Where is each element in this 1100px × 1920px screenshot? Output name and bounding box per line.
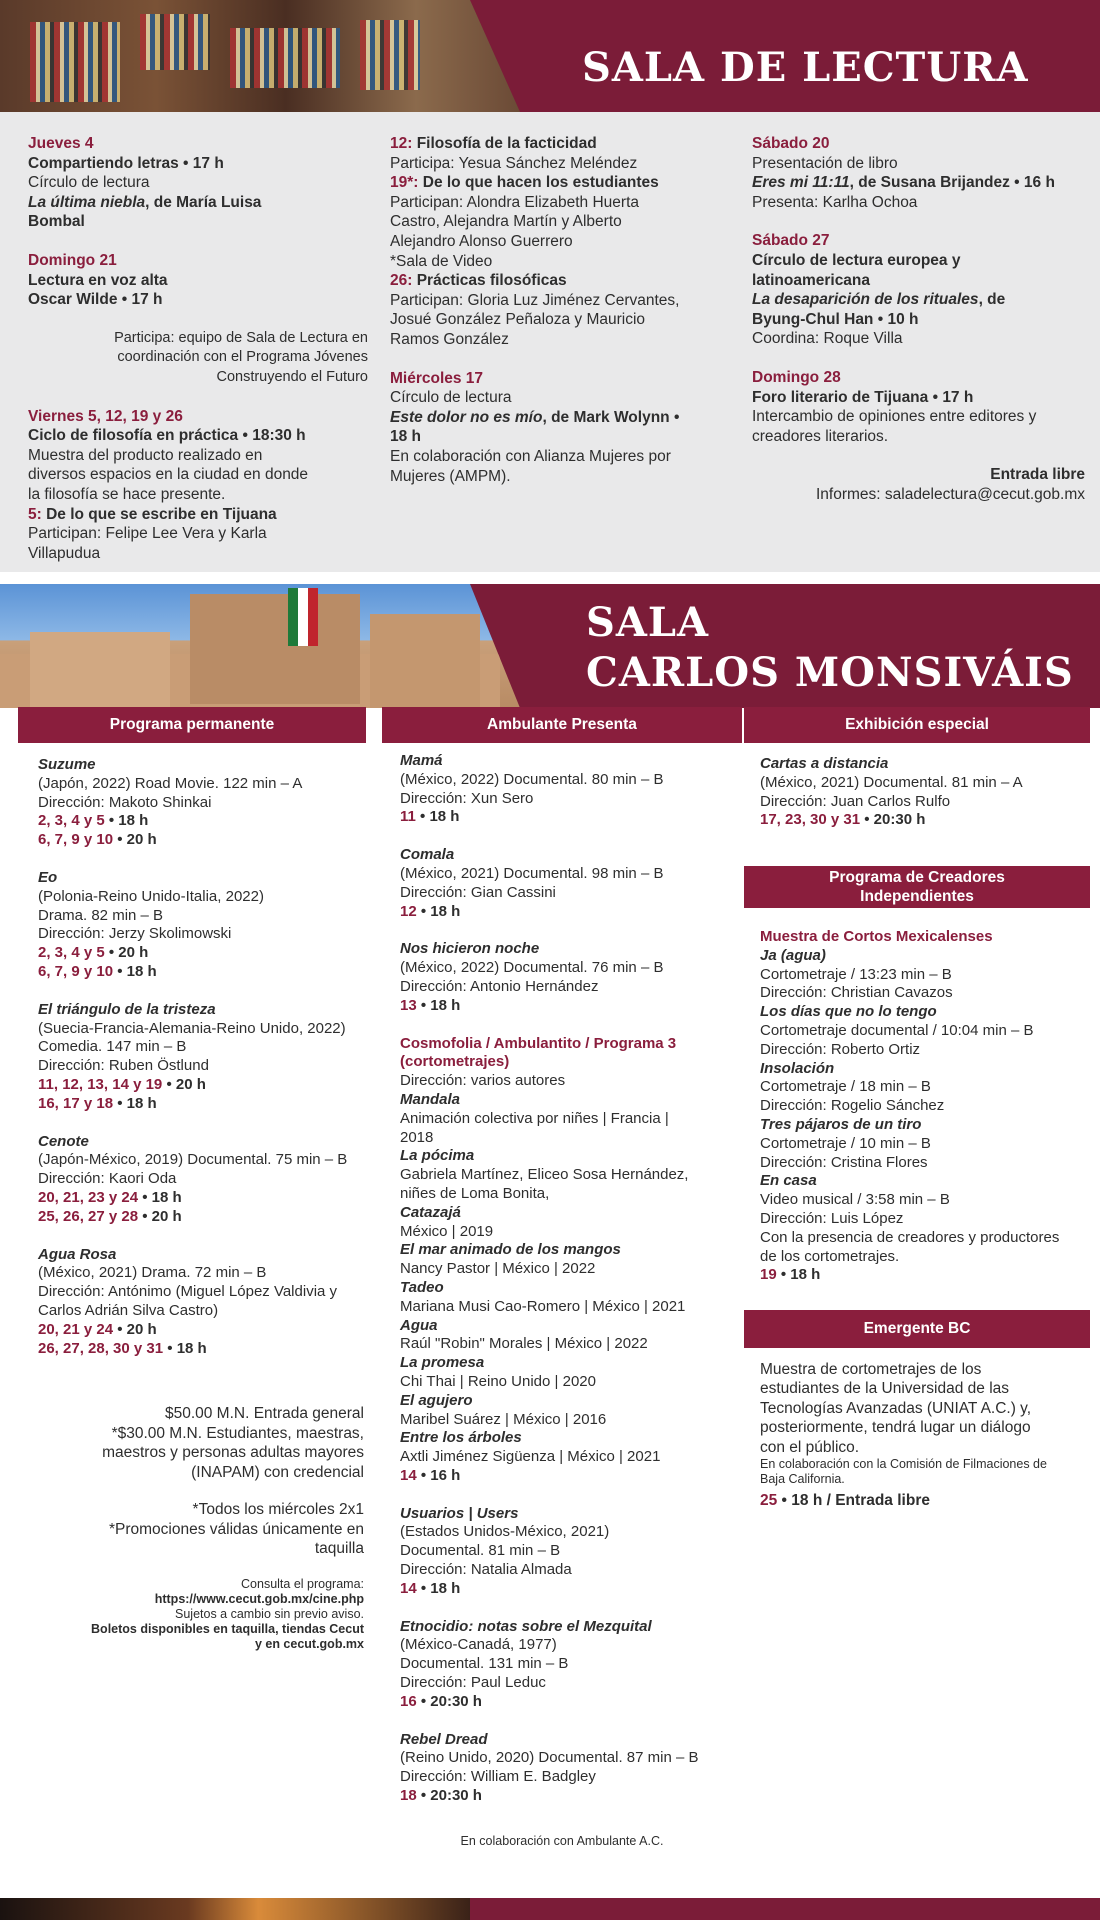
participants: Participan: Alondra Elizabeth Huerta <box>390 193 640 211</box>
film-director: Dirección: Ruben Östlund <box>38 1057 209 1075</box>
lectura-column-1 <box>28 134 368 563</box>
showing-time: • 18 h <box>416 902 461 920</box>
short-info: Cortometraje documental / 10:04 min – B <box>760 1021 1034 1039</box>
promo-note: *Todos los miércoles 2x1 <box>192 1501 364 1518</box>
emergente-bc-block <box>760 1360 1092 1510</box>
film-info: (Suecia-Francia-Alemania-Reino Unido, 2022) <box>38 1019 346 1037</box>
showing-dates: 2, 3, 4 y 5 <box>38 944 105 962</box>
short-title: Entre los árboles <box>400 1429 522 1447</box>
venue-note: *Sala de Video <box>390 252 493 270</box>
film-director: Dirección: Luis López <box>760 1209 904 1227</box>
header-line: Independientes <box>860 888 974 905</box>
film-info: Drama. 82 min – B <box>38 906 164 924</box>
film-info: (México, 2022) Documental. 80 min – B <box>400 770 664 788</box>
showing-time: • 18 h <box>415 808 460 826</box>
free-entry-label: Entrada libre <box>990 466 1085 484</box>
building-photo <box>0 584 520 708</box>
program-title: Cosmofolia / Ambulantito / Programa 3 <box>400 1034 677 1052</box>
event-title: Foro literario de Tijuana • 17 h <box>752 388 974 406</box>
showing-time: • 18 h <box>163 1339 207 1357</box>
event-type: Presentación de libro <box>752 154 898 172</box>
showing-dates: 19 <box>760 1266 777 1284</box>
creadores-independientes-header <box>744 866 1090 908</box>
event-title: Ciclo de filosofía en práctica <box>28 427 239 445</box>
short-title: Insolación <box>760 1059 835 1077</box>
event-description: Muestra del producto realizado en <box>28 446 263 464</box>
film-info: (México, 2021) Drama. 72 min – B <box>38 1264 267 1282</box>
exhibicion-list <box>760 755 1090 830</box>
showing-dates: 16, 17 y 18 <box>38 1094 114 1112</box>
emergente-description: posteriormente, tendrá lugar un diálogo <box>760 1419 1031 1437</box>
exhibicion-especial-header: Exhibición especial <box>744 707 1090 743</box>
showing-dates: 14 <box>400 1579 417 1597</box>
film-title: Cartas a distancia <box>760 755 889 772</box>
film-director: Dirección: Xun Sero <box>400 789 534 807</box>
lectura-column-2 <box>390 134 740 486</box>
showing-dates: 6, 7, 9 y 10 <box>38 962 114 980</box>
showing-dates: 16 <box>400 1692 417 1710</box>
showing-time: • 18 h <box>138 1188 182 1206</box>
short-title: Ja (agua) <box>760 946 826 964</box>
ambulante-list <box>400 752 740 1806</box>
showing-time: • 20:30 h <box>416 1787 482 1805</box>
event-time: • 17 h <box>178 154 224 172</box>
showing-dates: 11, 12, 13, 14 y 19 <box>38 1075 163 1093</box>
short-info: niñes de Loma Bonita, <box>400 1184 550 1202</box>
showing-dates: 20, 21, 23 y 24 <box>38 1188 139 1206</box>
film-director: Carlos Adrián Silva Castro) <box>38 1301 219 1319</box>
short-title: En casa <box>760 1172 817 1190</box>
film-title: Rebel Dread <box>400 1730 488 1748</box>
film-info: (Estados Unidos-México, 2021) <box>400 1523 610 1541</box>
film-title: Usuarios | Users <box>400 1504 519 1522</box>
change-notice: Sujetos a cambio sin previo aviso. <box>175 1607 364 1621</box>
event-date: Jueves 4 <box>28 135 94 152</box>
next-section-photo <box>0 1898 470 1920</box>
session-title: Prácticas filosóficas <box>412 272 567 290</box>
showing-dates: 12 <box>400 902 417 920</box>
session-title: De lo que hacen los estudiantes <box>418 174 659 192</box>
coordinator: Coordina: Roque Villa <box>752 330 903 348</box>
tickets-info: y en cecut.gob.mx <box>254 1637 364 1651</box>
session-number: 12: <box>390 135 413 152</box>
film-info: Comedia. 147 min – B <box>38 1038 187 1056</box>
film-info: (México, 2021) Documental. 81 min – A <box>760 773 1023 791</box>
short-title: Tadeo <box>400 1278 444 1296</box>
film-director: Dirección: Paul Leduc <box>400 1674 546 1692</box>
event-date: Domingo 21 <box>28 251 117 269</box>
showing-time: • 18 h / Entrada libre <box>777 1492 930 1510</box>
film-director: Dirección: Kaori Oda <box>38 1170 177 1188</box>
film-title: Comala <box>400 846 455 864</box>
book-title: Eres mi 11:11 <box>752 174 850 192</box>
short-info: Cortometraje / 18 min – B <box>760 1078 931 1096</box>
sala-cm-header <box>0 584 1100 708</box>
film-info: (Japón-México, 2019) Documental. 75 min – B <box>38 1151 348 1169</box>
header-line: Programa de Creadores <box>829 869 1005 886</box>
book-author: , de Mark Wolynn • <box>542 408 680 426</box>
showing-time: • 18 h <box>416 1579 461 1597</box>
event-date: Sábado 27 <box>752 232 830 250</box>
film-title: Etnocidio: notas sobre el Mezquital <box>400 1617 652 1635</box>
short-title: Los días que no lo tengo <box>760 1003 937 1021</box>
book-author-cont: Bombal <box>28 213 85 231</box>
book-author: , de María Luisa <box>145 193 262 211</box>
sala-cm-title-2: CARLOS MONSIVÁIS <box>586 649 1074 696</box>
session-number: 19*: <box>390 174 419 192</box>
session-number: 5: <box>28 505 42 523</box>
showing-dates: 13 <box>400 996 417 1014</box>
program-title: (cortometrajes) <box>400 1053 510 1071</box>
showing-dates: 26, 27, 28, 30 y 31 <box>38 1339 164 1357</box>
sala-lectura-header <box>0 0 1100 112</box>
presenter: Presenta: Karlha Ochoa <box>752 193 918 211</box>
event-date: Viernes 5, 12, 19 y 26 <box>28 407 183 425</box>
participants: Ramos González <box>390 330 509 348</box>
short-info: México | 2019 <box>400 1222 494 1240</box>
collaboration-note: En colaboración con Alianza Mujeres por <box>390 447 671 465</box>
short-info: Axtli Jiménez Sigüenza | México | 2021 <box>400 1448 661 1466</box>
ambulante-collab-note: En colaboración con Ambulante A.C. <box>460 1834 664 1848</box>
price-discount: maestros y personas adultas mayores <box>102 1444 364 1461</box>
event-note: Participa: equipo de Sala de Lectura en <box>114 329 368 346</box>
promo-note: *Promociones válidas únicamente en <box>108 1520 364 1538</box>
film-director: Dirección: Juan Carlos Rulfo <box>760 792 951 810</box>
showing-time: • 16 h <box>416 1466 461 1484</box>
presence-note: de los cortometrajes. <box>760 1247 900 1265</box>
short-info: Video musical / 3:58 min – B <box>760 1191 950 1209</box>
film-title: Agua Rosa <box>38 1245 117 1263</box>
price-discount: *$30.00 M.N. Estudiantes, maestras, <box>111 1424 364 1442</box>
creadores-list <box>760 928 1090 1285</box>
short-info: Cortometraje / 10 min – B <box>760 1134 931 1152</box>
film-info: (Reino Unido, 2020) Documental. 87 min – B <box>400 1749 699 1767</box>
film-info: Documental. 131 min – B <box>400 1655 569 1673</box>
emergente-description: Tecnologías Avanzadas (UNIAT A.C.) y, <box>760 1399 1032 1417</box>
film-info: (México, 2021) Documental. 98 min – B <box>400 864 664 882</box>
film-director: Dirección: Christian Cavazos <box>760 984 953 1002</box>
prices-block <box>18 1404 364 1559</box>
short-title: Agua <box>400 1316 438 1334</box>
session-title: De lo que se escribe en Tijuana <box>41 505 277 523</box>
showing-time: • 18 h <box>776 1266 821 1284</box>
reading-room-photo <box>0 0 520 112</box>
film-info: (México, 2022) Documental. 76 min – B <box>400 959 664 977</box>
event-date: Miércoles 17 <box>390 369 484 387</box>
event-description: Intercambio de opiniones entre editores y <box>752 408 1037 426</box>
emergente-description: Muestra de cortometrajes de los <box>760 1361 982 1378</box>
event-note: Construyendo el Futuro <box>216 368 368 385</box>
film-title: Mamá <box>400 752 443 769</box>
showing-dates: 6, 7, 9 y 10 <box>38 831 114 849</box>
event-description: creadores literarios. <box>752 427 889 445</box>
short-title: El agujero <box>400 1391 473 1409</box>
participants: Villapudua <box>28 544 101 562</box>
short-info: Maribel Suárez | México | 2016 <box>400 1410 607 1428</box>
sala-cm-title-1: SALA <box>586 599 710 646</box>
session-number: 26: <box>390 272 413 290</box>
sala-lectura-section <box>0 112 1100 572</box>
event-note: coordinación con el Programa Jóvenes <box>117 349 368 366</box>
event-date: Sábado 20 <box>752 135 830 152</box>
showing-dates: 25 <box>760 1492 778 1510</box>
showing-dates: 11 <box>400 808 416 826</box>
film-director: Dirección: Jerzy Skolimowski <box>38 925 232 943</box>
showing-time: • 18 h <box>104 812 149 830</box>
film-director: Dirección: Makoto Shinkai <box>38 793 212 811</box>
showing-time: • 20 h <box>113 1320 157 1338</box>
promo-note: taquilla <box>314 1540 364 1557</box>
short-info: Mariana Musi Cao-Romero | México | 2021 <box>400 1297 686 1315</box>
showing-time: • 18 h <box>416 996 461 1014</box>
emergente-bc-header: Emergente BC <box>744 1310 1090 1348</box>
film-director: Dirección: William E. Badgley <box>400 1768 596 1786</box>
showing-time: • 18 h <box>113 1094 157 1112</box>
presence-note: Con la presencia de creadores y productores <box>760 1228 1060 1246</box>
event-time: 18 h <box>390 428 422 446</box>
film-director: Dirección: Antonio Hernández <box>400 977 599 995</box>
ambulante-presenta-header: Ambulante Presenta <box>382 707 742 743</box>
price-general: $50.00 M.N. Entrada general <box>164 1405 364 1422</box>
event-title: Lectura en voz alta <box>28 271 168 289</box>
participants: Josué González Peñaloza y Mauricio <box>390 311 646 329</box>
film-info: (Japón, 2022) Road Movie. 122 min – A <box>38 774 303 792</box>
showing-time: • 18 h <box>113 962 157 980</box>
program-info-block <box>18 1577 364 1652</box>
event-type: Círculo de lectura <box>390 389 512 407</box>
short-info: Raúl "Robin" Morales | México | 2022 <box>400 1335 648 1353</box>
short-title: Catazajá <box>400 1203 461 1221</box>
event-time: • 18:30 h <box>238 427 306 445</box>
short-title: Tres pájaros de un tiro <box>760 1115 922 1133</box>
collaboration-note: En colaboración con la Comisión de Filmaciones de <box>760 1457 1047 1472</box>
showing-dates: 20, 21 y 24 <box>38 1320 114 1338</box>
short-info: Nancy Pastor | México | 2022 <box>400 1260 596 1278</box>
showing-time: • 20 h <box>162 1075 206 1093</box>
sala-lectura-title: SALA DE LECTURA <box>582 44 1029 91</box>
next-section-strip <box>0 1898 1100 1920</box>
book-title: La desaparición de los rituales <box>752 291 979 309</box>
lectura-column-3 <box>752 134 1085 505</box>
participants: Participan: Felipe Lee Vera y Karla <box>28 525 267 543</box>
event-date: Domingo 28 <box>752 368 841 386</box>
event-title: latinoamericana <box>752 271 871 289</box>
film-title: Eo <box>38 868 58 886</box>
short-info: 2018 <box>400 1128 434 1146</box>
film-director: Dirección: Rogelio Sánchez <box>760 1097 945 1115</box>
consult-label: Consulta el programa: <box>241 1577 364 1591</box>
film-info: (Polonia-Reino Unido-Italia, 2022) <box>38 887 264 905</box>
short-title: La promesa <box>400 1354 485 1372</box>
showing-time: • 20:30 h <box>860 811 926 829</box>
book-title: La última niebla <box>28 193 146 211</box>
showing-dates: 25, 26, 27 y 28 <box>38 1207 139 1225</box>
price-discount: (INAPAM) con credencial <box>191 1463 364 1481</box>
book-author: , de Susana Brijandez • 16 h <box>849 174 1055 192</box>
showing-time: • 20 h <box>104 944 149 962</box>
participants: Castro, Alejandra Martín y Alberto <box>390 213 622 231</box>
event-description: la filosofía se hace presente. <box>28 485 226 503</box>
showing-dates: 18 <box>400 1787 417 1805</box>
film-title: Nos hicieron noche <box>400 940 540 958</box>
showing-time: • 20:30 h <box>416 1692 482 1710</box>
event-title: Compartiendo letras <box>28 154 179 172</box>
film-title: Cenote <box>38 1132 89 1150</box>
short-title: El mar animado de los mangos <box>400 1241 621 1259</box>
session-title: Filosofía de la facticidad <box>412 135 597 152</box>
participants: Alejandro Alonso Guerrero <box>390 232 573 250</box>
event-title: Círculo de lectura europea y <box>752 251 961 269</box>
participants: Participa: Yesua Sánchez Meléndez <box>390 154 638 172</box>
event-detail: Oscar Wilde • 17 h <box>28 291 163 309</box>
participants: Participan: Gloria Luz Jiménez Cervantes, <box>390 291 680 309</box>
film-title: El triángulo de la tristeza <box>38 1000 216 1018</box>
showing-time: • 20 h <box>113 831 157 849</box>
film-title: Suzume <box>38 756 96 773</box>
film-director: Dirección: Natalia Almada <box>400 1561 572 1579</box>
programa-permanente-header: Programa permanente <box>18 707 366 743</box>
film-director: Dirección: Antónimo (Miguel López Valdivia y <box>38 1283 338 1301</box>
film-director: Dirección: Cristina Flores <box>760 1153 928 1171</box>
short-info: Chi Thai | Reino Unido | 2020 <box>400 1372 596 1390</box>
event-type: Círculo de lectura <box>28 174 150 192</box>
showing-dates: 2, 3, 4 y 5 <box>38 812 105 830</box>
film-info: Documental. 81 min – B <box>400 1542 561 1560</box>
program-title: Muestra de Cortos Mexicalenses <box>760 928 993 945</box>
film-director: Dirección: varios autores <box>400 1072 566 1090</box>
showing-dates: 17, 23, 30 y 31 <box>760 811 861 829</box>
film-director: Dirección: Roberto Ortiz <box>760 1040 921 1058</box>
programa-permanente-list <box>38 756 370 1358</box>
book-title: Este dolor no es mío <box>390 408 543 426</box>
emergente-description: con el público. <box>760 1438 860 1456</box>
tickets-info: Boletos disponibles en taquilla, tiendas Cecut <box>91 1622 364 1636</box>
short-title: Mandala <box>400 1090 461 1108</box>
showing-time: • 20 h <box>138 1207 182 1225</box>
emergente-description: estudiantes de la Universidad de las <box>760 1380 1010 1398</box>
book-author: Byung-Chul Han • 10 h <box>752 310 919 328</box>
short-info: Gabriela Martínez, Eliceo Sosa Hernández, <box>400 1166 689 1184</box>
collaboration-note: Mujeres (AMPM). <box>390 467 511 485</box>
book-author: , de <box>978 291 1006 309</box>
collaboration-note: Baja California. <box>760 1472 845 1487</box>
short-info: Cortometraje / 13:23 min – B <box>760 965 952 983</box>
event-description: diversos espacios en la ciudad en donde <box>28 466 309 484</box>
short-title: La pócima <box>400 1147 475 1165</box>
short-info: Animación colectiva por niñes | Francia | <box>400 1109 669 1127</box>
showing-dates: 14 <box>400 1466 417 1484</box>
film-info: (México-Canadá, 1977) <box>400 1636 557 1654</box>
film-director: Dirección: Gian Cassini <box>400 883 556 901</box>
contact-email: Informes: saladelectura@cecut.gob.mx <box>815 485 1085 503</box>
program-url[interactable]: https://www.cecut.gob.mx/cine.php <box>154 1592 364 1606</box>
